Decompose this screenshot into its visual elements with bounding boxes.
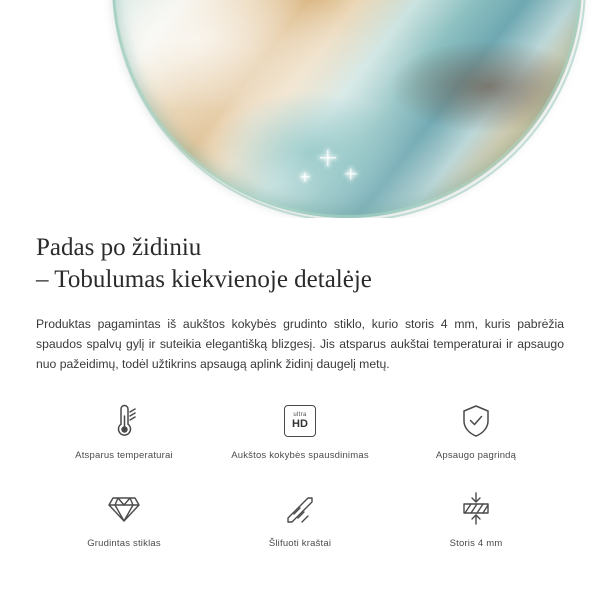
description-paragraph: Produktas pagamintas iš aukštos kokybės grudinto stiklo, kurio storis 4 mm, kuris pabrėžia spaudos spalvų gylį ir suteikia elegantišką blizgesį. Jis atsparus aukštai temperaturai ir apsaugo nuo pažeidimų, todėl užtikrins apsaugą aplink židinį daugelį metų. <box>36 317 564 371</box>
hero-image <box>0 0 600 218</box>
ultra-hd-bottom-text: HD <box>292 418 308 430</box>
feature-grid <box>36 398 564 568</box>
feature-item-print-quality <box>212 398 388 480</box>
feature-label: Grudintas stiklas <box>87 538 161 549</box>
feature-item-polished-edges <box>212 486 388 568</box>
feature-label: Apsaugo pagrindą <box>435 450 517 461</box>
polished-edges-icon <box>281 486 319 532</box>
thickness-icon <box>457 486 495 532</box>
page-title <box>36 232 564 296</box>
shield-check-icon <box>459 398 493 444</box>
ultra-hd-top-text: ultra <box>293 412 307 418</box>
diamond-icon <box>105 486 143 532</box>
headline-line-1: Padas po židiniu <box>36 234 202 261</box>
feature-item-surface-protection <box>388 398 564 480</box>
feature-item-temperature <box>36 398 212 480</box>
thermometer-icon <box>107 398 141 444</box>
feature-label: Šlifuoti kraštai <box>268 538 332 549</box>
content-area <box>0 218 600 568</box>
feature-label: Storis 4 mm <box>449 538 503 549</box>
feature-item-tempered-glass <box>36 486 212 568</box>
feature-label: Atsparus temperaturai <box>75 450 173 461</box>
headline-line-2: – Tobulumas kiekvienoje detalėje <box>36 266 372 293</box>
feature-label: Aukštos kokybės spausdinimas <box>231 450 369 461</box>
feature-item-thickness <box>388 486 564 568</box>
glass-pad-image <box>112 0 582 218</box>
ultra-hd-icon <box>284 398 316 444</box>
